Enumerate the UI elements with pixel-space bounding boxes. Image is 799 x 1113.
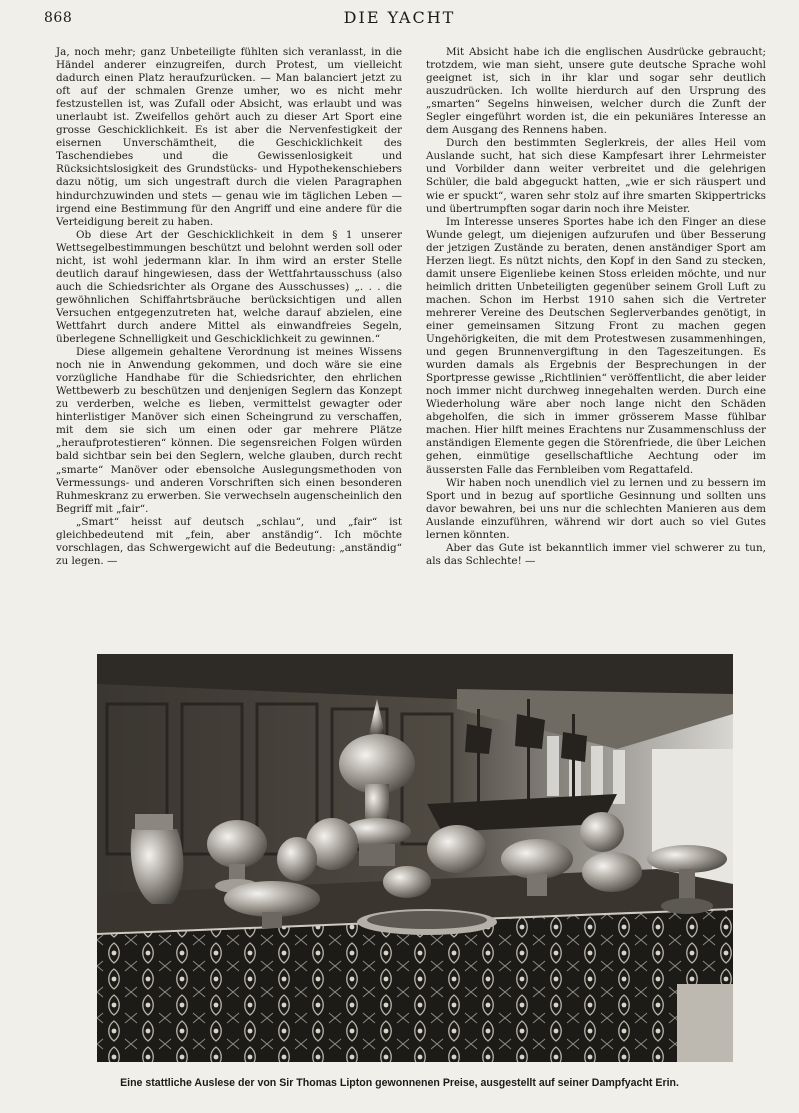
paragraph: Aber das Gute ist bekanntlich immer viel schwerer zu tun, als das Schlechte! —	[426, 541, 766, 567]
paragraph: „Smart“ heisst auf deutsch „schlau“, und „fair“ ist gleichbedeutend mit „fein, aber anständig“. Ich möchte vorschlagen, das Schwergewicht auf die Bedeutung: „anständig“ zu legen. —	[56, 515, 402, 567]
paragraph: Durch den bestimmten Seglerkreis, der alles Heil vom Auslande sucht, hat sich diese Kampfesart ihrer Lehrmeister und Vorbilder dann weiter verbreitet und die gelehrigen Schüler, die bald abgeguckt hatten, „wie er sich räuspert und wie er spuckt“, waren sehr stolz auf ihre smarten Skippertricks und übertrumpften sogar darin noch ihre Meister.	[426, 137, 766, 215]
left-column	[56, 46, 402, 568]
paragraph: Ja, noch mehr; ganz Unbeteiligte fühlten sich veranlasst, in die Händel anderer einzugreifen, durch Protest, um vielleicht dadurch einen Platz heraufzurücken. — Man balanciert jetzt zu oft auf der schmalen Grenze umher, wo es nicht mehr festzustellen ist, was Zufall oder Absicht, was erlaubt und was unerlaubt ist. Zweifellos gehört auch zu dieser Art Sport eine grosse Geschicklichkeit. Es ist aber die Nervenfestigkeit der eisernen Unverschämtheit, die Geschicklichkeit des Taschendiebes und die Gewissenlosigkeit und Rücksichtslosigkeit des Grundstücks- und Hypothekenschiebers dazu nötig, um sich ungestraft durch die vielen Paragraphen hindurchzuwinden und stets — genau wie im täglichen Leben — irgend eine Bestimmung für den Angriff und eine andere für die Verteidigung bereit zu haben.	[56, 46, 402, 228]
paragraph: Diese allgemein gehaltene Verordnung ist meines Wissens noch nie in Anwendung gekommen, und doch wäre sie eine vorzügliche Handhabe für die Schiedsrichter, den ehrlichen Wettbewerb zu beschützen und denjenigen Seglern das Konzept zu verderben, welche es lieben, vermittelst gewagter oder hinterlistiger Manöver sich einen Scheingrund zu verschaffen, mit dem sie sich um einen oder gar mehrere Plätze „heraufprotestieren“ können. Die segensreichen Folgen würden bald sichtbar sein bei den Seglern, welche glauben, durch recht „smarte“ Manöver oder ebensolche Auslegungsmethoden von Vermessungs- und anderen Vorschriften sich einen besonderen Ruhmeskranz zu erwerben. Sie verwechseln augenscheinlich den Begriff mit „fair“.	[56, 346, 402, 515]
figure-caption: Eine stattliche Auslese der von Sir Thomas Lipton gewonnenen Preise, ausgestellt auf seiner Dampfyacht Erin.	[120, 1077, 679, 1089]
right-column	[426, 46, 766, 568]
page-number: 868	[44, 10, 73, 26]
paragraph: Mit Absicht habe ich die englischen Ausdrücke gebraucht; trotzdem, wie man sieht, unsere gute deutsche Sprache wohl geeignet ist, sich in ihr klar und sogar sehr deutlich auszudrücken. Ich wollte hierdurch auf den Ursprung des „smarten“ Segelns hinweisen, welcher durch die Zunft der Segler eingeführt worden ist, die ein pekuniäres Interesse an dem Ausgang des Rennens haben.	[426, 46, 766, 137]
paragraph: Wir haben noch unendlich viel zu lernen und zu bessern im Sport und in bezug auf sportliche Gesinnung und sollten uns davor bewahren, bei uns nur die schlechten Manieren aus dem Auslande einzuführen, während wir dort auch so viel Gutes lernen könnten.	[426, 476, 766, 541]
paragraph: Im Interesse unseres Sportes habe ich den Finger an diese Wunde gelegt, um diejenigen aufzurufen und über Besserung der jetzigen Zustände zu beraten, denen anständiger Sport am Herzen liegt. Es nützt nichts, den Kopf in den Sand zu stecken, damit unsere Eigenliebe keinen Stoss erleiden möchte, und nur heimlich dritten Unbeteiligten gegenüber seinem Groll Luft zu machen. Schon im Herbst 1910 sahen sich die Vertreter mehrerer Vereine des Deutschen Seglerverbandes genötigt, in einer gemeinsamen Sitzung Front zu machen gegen Ungehörigkeiten, die mit dem Protestwesen zusammenhingen, und gegen Brunnenvergiftung in den Tageszeitungen. Es wurden damals als Ergebnis der Besprechungen in der Sportpresse gewisse „Richtlinien“ veröffentlicht, die aber leider noch immer nicht durchweg innegehalten werden. Durch eine Wiederholung wäre aber noch lange nicht den Schäden abgeholfen, die sich in immer grösserem Masse fühlbar machen. Hier hilft meines Erachtens nur Zusammenschluss der anständigen Elemente gegen die Störenfriede, die über Leichen gehen, einmütige gesellschaftliche Aechtung oder im äussersten Falle das Fernbleiben vom Regattafeld.	[426, 215, 766, 476]
journal-title: DIE YACHT	[343, 8, 456, 27]
paragraph: Ob diese Art der Geschicklichkeit in dem § 1 unserer Wettsegelbestimmungen beschützt und belohnt werden soll oder nicht, ist wohl jedermann klar. In ihm wird an erster Stelle deutlich darauf hingewiesen, dass der Wettfahrtausschuss (also auch die Schiedsrichter als Organe des Ausschusses) „. . . die gewöhnlichen Schiffahrtsbräuche berücksichtigen und allen Versuchen entgegenzutreten hat, welche darauf abzielen, eine Wettfahrt durch andere Mittel als einwandfreies Segeln, überlegene Schnelligkeit und Geschicklichkeit zu gewinnen.“	[56, 228, 402, 346]
trophy-photograph	[97, 654, 733, 1062]
